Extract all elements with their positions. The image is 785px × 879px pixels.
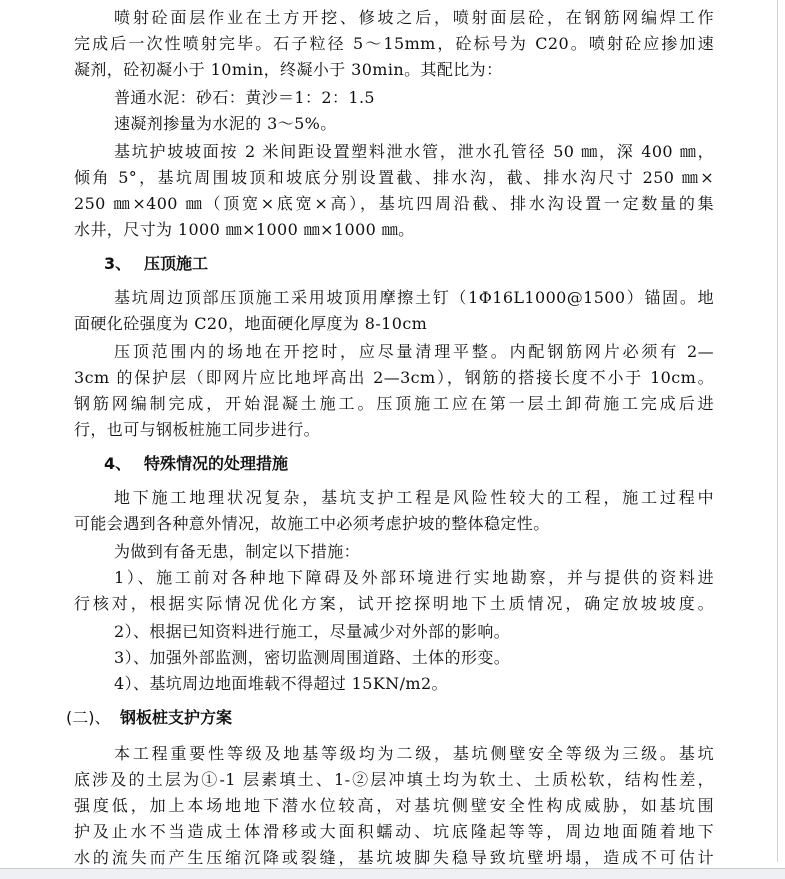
section-heading — [104, 252, 208, 276]
text-line: 3）、加强外部监测，密切监测周围道路、土体的形变。 — [114, 648, 511, 667]
text-line: 强度低，加上本场地地下潜水位较高，对基坑侧壁安全性构成威胁，如基坑围 — [74, 796, 714, 815]
text-line: 完成后一次性喷射完毕。石子粒径 5～15mm，砼标号为 C20。喷射砼应掺加速 — [74, 34, 714, 53]
text-line: 底涉及的土层为①-1 层素填土、1-②层冲填土均为软土、土质松软，结构性差， — [74, 770, 714, 789]
text-line: 普通水泥：砂石：黄沙＝1：2：1.5 — [114, 88, 376, 107]
text-line: 4）、基坑周边地面堆载不得超过 15KN/m2。 — [114, 674, 448, 693]
bottom-toolbar-strip — [0, 868, 785, 879]
text-line: 基坑周边顶部压顶施工采用坡顶用摩擦土钉（1Φ16L1000@1500）锚固。地 — [114, 288, 714, 307]
heading-title: 压顶施工 — [144, 254, 209, 273]
heading-number: 3、 — [104, 254, 132, 273]
text-line: 水的流失而产生压缩沉降或裂缝，基坑坡脚失稳导致坑壁坍塌，造成不可估计 — [74, 848, 714, 867]
text-line: 面硬化砼强度为 C20，地面硬化厚度为 8-10cm — [74, 314, 428, 333]
text-line: 护及止水不当造成土体滑移或大面积蠕动、坑底隆起等等，周边地面随着地下 — [74, 822, 714, 841]
text-line: 地下施工地理状况复杂，基坑支护工程是风险性较大的工程，施工过程中 — [114, 488, 714, 507]
text-line: 本工程重要性等级及地基等级均为二级，基坑侧壁安全等级为三级。基坑 — [114, 744, 714, 763]
heading-title: 钢板桩支护方案 — [120, 708, 233, 727]
text-line: 行核对，根据实际情况优化方案，试开挖探明地下土质情况，确定放坡坡度。 — [74, 594, 714, 613]
text-line: 喷射砼面层作业在土方开挖、修坡之后，喷射面层砼，在钢筋网编焊工作 — [114, 8, 714, 27]
section-heading — [104, 452, 288, 476]
heading-title: 特殊情况的处理措施 — [144, 454, 289, 473]
page-edge — [777, 0, 778, 862]
text-line: 3cm 的保护层（即网片应比地坪高出 2—3cm），钢筋的搭接长度不小于 10cm。 — [74, 368, 714, 387]
text-line: 行，也可与钢板桩施工同步进行。 — [74, 420, 321, 439]
section-heading — [66, 706, 232, 730]
text-line: 水井，尺寸为 1000 ㎜×1000 ㎜×1000 ㎜。 — [74, 220, 415, 239]
text-line: 压顶范围内的场地在开挖时，应尽量清理平整。内配钢筋网片必须有 2— — [114, 342, 714, 361]
text-line: 钢筋网编制完成，开始混凝土施工。压顶施工应在第一层土卸荷施工完成后进 — [74, 394, 714, 413]
text-line: 为做到有备无患，制定以下措施： — [114, 542, 361, 561]
text-line: 250 ㎜×400 ㎜（顶宽×底宽×高），基坑四周沿截、排水沟设置一定数量的集 — [74, 194, 714, 213]
text-line: 速凝剂掺量为水泥的 3～5%。 — [114, 114, 337, 133]
text-line: 凝剂，砼初凝小于 10min，终凝小于 30min。其配比为： — [74, 60, 503, 79]
text-line: 1）、施工前对各种地下障碍及外部环境进行实地勘察，并与提供的资料进 — [114, 568, 714, 587]
heading-number: 4、 — [104, 454, 132, 473]
text-line: 基坑护坡坡面按 2 米间距设置塑料泄水管，泄水孔管径 50 ㎜，深 400 ㎜， — [114, 142, 714, 161]
text-line: 倾角 5°，基坑周围坡顶和坡底分别设置截、排水沟，截、排水沟尺寸 250 ㎜× — [74, 168, 714, 187]
text-line: 可能会遇到各种意外情况，故施工中必须考虑护坡的整体稳定性。 — [74, 514, 550, 533]
text-line: 2）、根据已知资料进行施工，尽量减少对外部的影响。 — [114, 622, 511, 641]
heading-number: (二)、 — [66, 708, 111, 727]
